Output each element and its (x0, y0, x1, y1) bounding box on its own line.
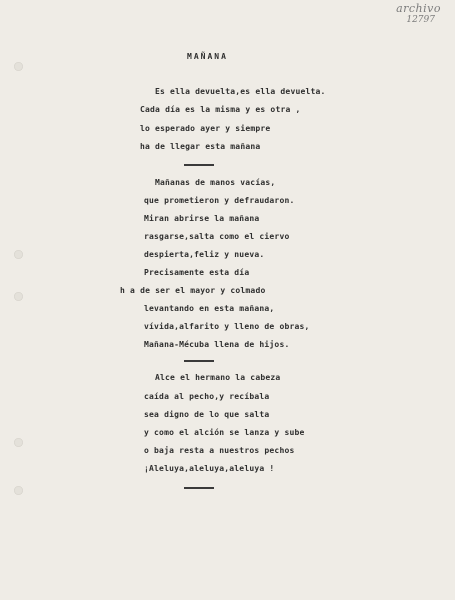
poem-line: levantando en esta mañana, (144, 304, 275, 313)
poem-line: y como el alción se lanza y sube (144, 428, 305, 437)
poem-line: Miran abrirse la mañana (144, 214, 260, 223)
punch-hole (14, 486, 23, 495)
poem-line: Mañanas de manos vacías, (155, 178, 276, 187)
poem-line: caída al pecho,y recíbala (144, 392, 270, 401)
poem-line: rasgarse,salta como el ciervo (144, 232, 290, 241)
punch-hole (14, 62, 23, 71)
archive-annotation: archivo (396, 2, 441, 15)
poem-line: ¡Aleluya,aleluya,aleluya ! (144, 464, 275, 473)
stanza-divider (184, 487, 214, 489)
stanza-divider (184, 164, 214, 166)
punch-hole (14, 438, 23, 447)
archive-number: 12797 (406, 15, 435, 25)
poem-line: Cada día es la misma y es otra , (140, 105, 301, 114)
stanza-divider (184, 360, 214, 362)
poem-line: lo esperado ayer y siempre (140, 124, 271, 133)
poem-line: h a de ser el mayor y colmado (120, 286, 266, 295)
poem-line: Mañana-Mécuba llena de hijos. (144, 340, 290, 349)
poem-line: despierta,feliz y nueva. (144, 250, 265, 259)
poem-line: sea digno de lo que salta (144, 410, 270, 419)
poem-line: ha de llegar esta mañana (140, 142, 261, 151)
poem-line: vívida,alfarito y lleno de obras, (144, 322, 310, 331)
poem-line: que prometieron y defraudaron. (144, 196, 295, 205)
poem-line: Alce el hermano la cabeza (155, 373, 281, 382)
punch-hole (14, 250, 23, 259)
punch-hole (14, 292, 23, 301)
poem-line: Es ella devuelta,es ella devuelta. (155, 87, 326, 96)
poem-title: MAÑANA (187, 52, 228, 61)
poem-line: Precisamente esta día (144, 268, 250, 277)
poem-line: o baja resta a nuestros pechos (144, 446, 295, 455)
